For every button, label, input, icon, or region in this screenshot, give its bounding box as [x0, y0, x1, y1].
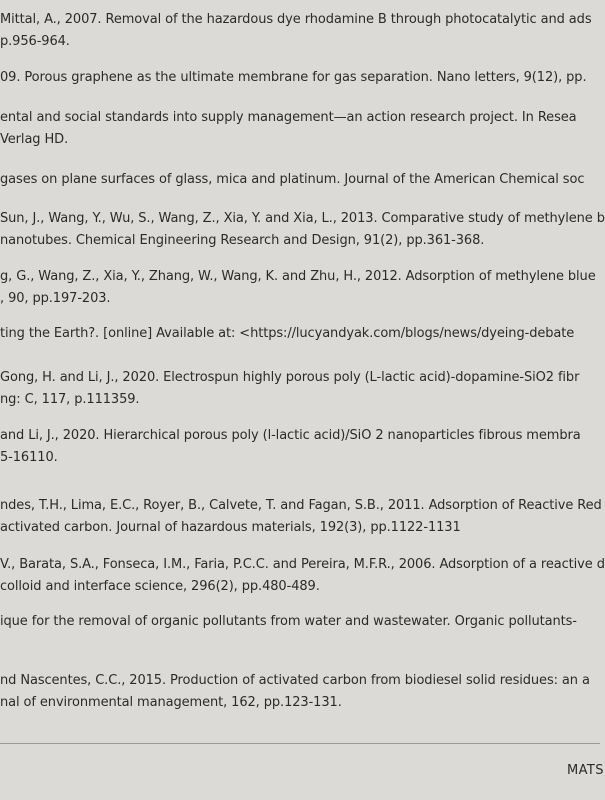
reference-entry [0, 107, 577, 151]
reference-entry [0, 611, 577, 633]
reference-line: nal of environmental management, 162, pp.123-131. [0, 695, 342, 710]
reference-line: 09. Porous graphene as the ultimate membrane for gas separation. Nano letters, 9(12), pp. [0, 70, 587, 85]
reference-line: p.956-964. [0, 34, 70, 49]
reference-entry [0, 169, 584, 191]
reference-line: Sun, J., Wang, Y., Wu, S., Wang, Z., Xia, Y. and Xia, L., 2013. Comparative study of methylene b [0, 211, 605, 226]
reference-line: , 90, pp.197-203. [0, 291, 111, 306]
reference-line: ng: C, 117, p.111359. [0, 392, 140, 407]
reference-line: ique for the removal of organic pollutants from water and wastewater. Organic pollutants- [0, 614, 577, 629]
reference-line: gases on plane surfaces of glass, mica and platinum. Journal of the American Chemical soc [0, 172, 585, 187]
reference-entry [0, 670, 590, 714]
reference-entry [0, 9, 592, 53]
reference-entry [0, 266, 596, 310]
reference-entry [0, 67, 587, 89]
reference-line: colloid and interface science, 296(2), pp.480-489. [0, 579, 320, 594]
reference-line: ting the Earth?. [online] Available at: <https://lucyandyak.com/blogs/news/dyeing-debate [0, 326, 575, 341]
reference-entry [0, 208, 605, 252]
reference-line: ndes, T.H., Lima, E.C., Royer, B., Calvete, T. and Fagan, S.B., 2011. Adsorption of Reactive Red [0, 498, 602, 513]
reference-line: nanotubes. Chemical Engineering Research and Design, 91(2), pp.361-368. [0, 233, 485, 248]
reference-entry [0, 425, 581, 469]
reference-line: activated carbon. Journal of hazardous materials, 192(3), pp.1122-1131 [0, 520, 461, 535]
reference-line: nd Nascentes, C.C., 2015. Production of activated carbon from biodiesel solid residues: an a [0, 673, 590, 688]
reference-line: g, G., Wang, Z., Xia, Y., Zhang, W., Wang, K. and Zhu, H., 2012. Adsorption of methylene blue [0, 269, 596, 284]
reference-line: Gong, H. and Li, J., 2020. Electrospun highly porous poly (L-lactic acid)-dopamine-SiO2 fibr [0, 370, 580, 385]
reference-line: ental and social standards into supply management—an action research project. In Resea [0, 110, 577, 125]
reference-line: V., Barata, S.A., Fonseca, I.M., Faria, P.C.C. and Pereira, M.F.R., 2006. Adsorption of a reactive d [0, 557, 605, 572]
reference-entry [0, 323, 574, 345]
footer-divider [0, 743, 600, 744]
footer-label: MATS [567, 763, 604, 778]
reference-line: Verlag HD. [0, 132, 69, 147]
reference-entry [0, 554, 605, 598]
reference-line: and Li, J., 2020. Hierarchical porous poly (l-lactic acid)/SiO 2 nanoparticles fibrous membra [0, 428, 581, 443]
reference-entry [0, 495, 602, 539]
reference-line: Mittal, A., 2007. Removal of the hazardous dye rhodamine B through photocatalytic and ads [0, 12, 592, 27]
reference-line: 5-16110. [0, 450, 58, 465]
reference-entry [0, 367, 579, 411]
